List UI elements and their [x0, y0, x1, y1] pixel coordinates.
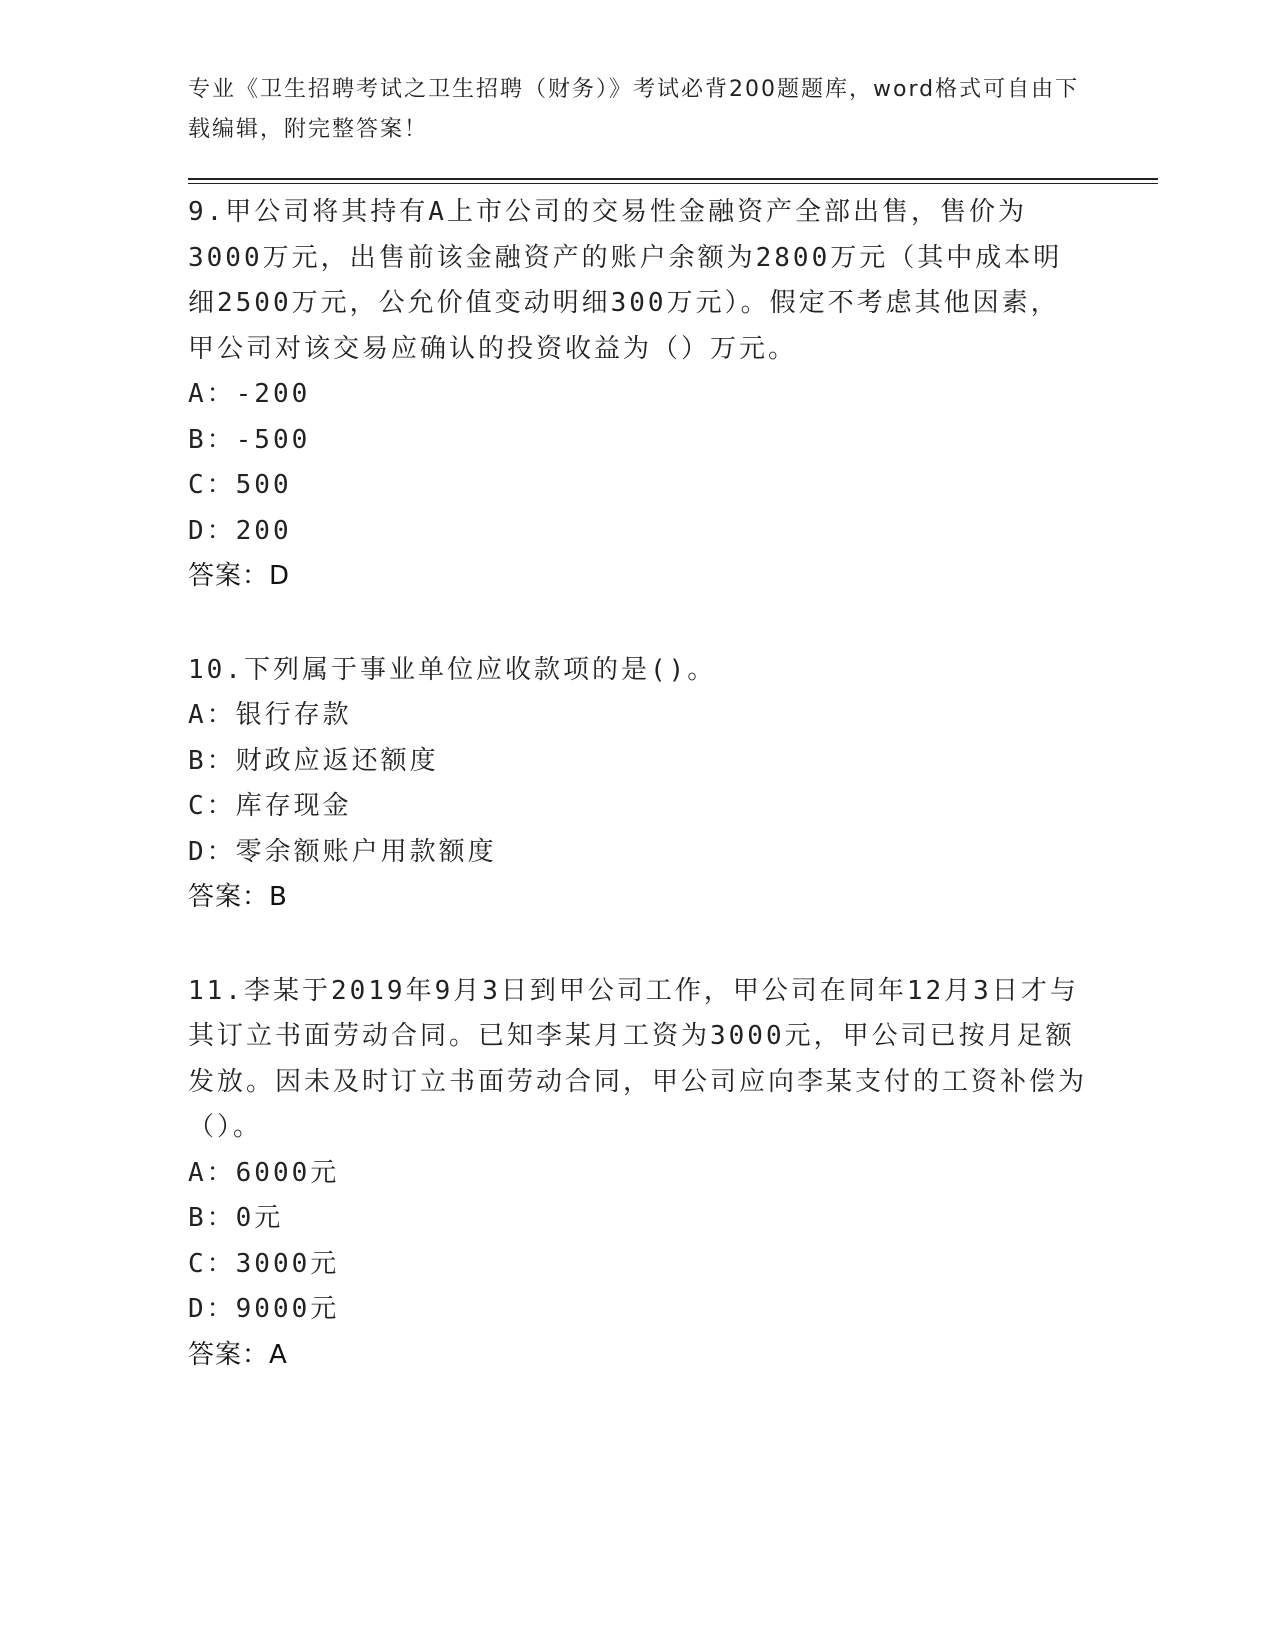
option-a: A：-200: [188, 379, 311, 409]
question-9: [188, 190, 1088, 600]
question-10: [188, 648, 1088, 921]
option-a: A：6000元: [188, 1157, 340, 1188]
answer-line: 答案：D: [188, 561, 291, 591]
question-stem: 10.下列属于事业单位应收款项的是()。: [188, 654, 717, 685]
document-header: 专业《卫生招聘考试之卫生招聘（财务）》考试必背200题题库，word格式可自由下载编辑，附完整答案！: [188, 77, 1080, 142]
question-list: [188, 190, 1088, 1426]
option-d: D：9000元: [188, 1294, 340, 1324]
option-b: B：财政应返还额度: [188, 745, 439, 776]
option-c: C：3000元: [188, 1248, 340, 1279]
option-c: C：500: [188, 470, 292, 500]
answer-line: 答案：A: [188, 1339, 288, 1370]
header-divider-thick: [188, 178, 1158, 180]
option-d: D：200: [188, 515, 292, 546]
option-c: C：库存现金: [188, 791, 352, 821]
question-stem: 11.李某于2019年9月3日到甲公司工作，甲公司在同年12月3日才与其订立书面劳动合同。已知李某月工资为3000元，甲公司已按月足额发放。因未及时订立书面劳动合同，甲公司应向李某支付的工资补偿为（）。: [188, 975, 1088, 1142]
answer-line: 答案：B: [188, 882, 288, 912]
option-b: B：-500: [188, 424, 311, 455]
question-stem: 9.甲公司将其持有A上市公司的交易性金融资产全部出售，售价为3000万元，出售前该金融资产的账户余额为2800万元（其中成本明细2500万元，公允价值变动明细300万元）。假定不考虑其他因素，甲公司对该交易应确认的投资收益为（）万元。: [188, 197, 1063, 364]
header-divider-thin: [188, 183, 1158, 184]
question-11: [188, 969, 1088, 1379]
option-b: B：0元: [188, 1203, 284, 1233]
option-a: A：银行存款: [188, 700, 352, 730]
option-d: D：零余额账户用款额度: [188, 836, 497, 867]
